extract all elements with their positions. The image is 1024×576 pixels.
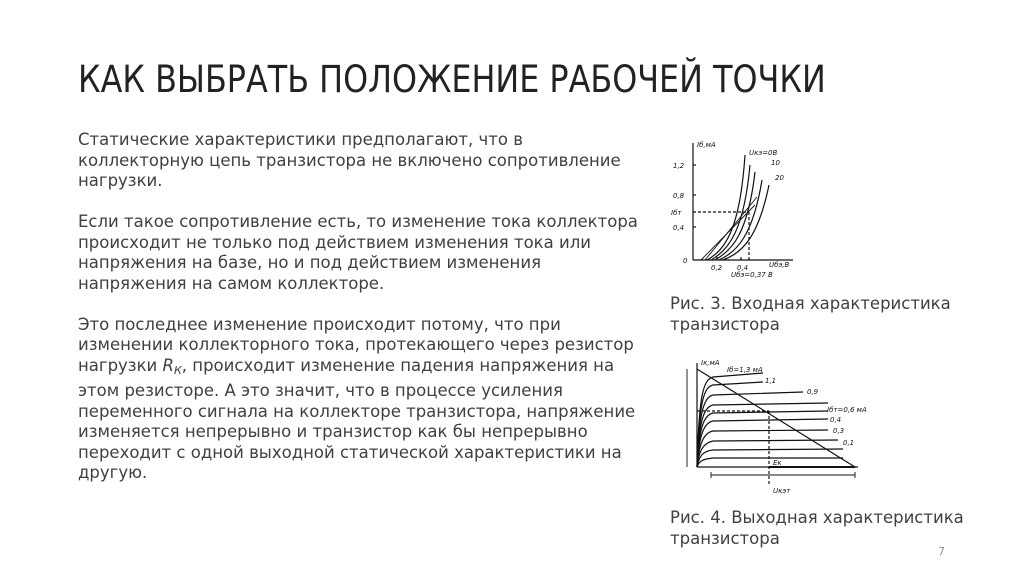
fig3-y-tick-1: 1,2: [673, 162, 685, 170]
figure-3-caption: Рис. 3. Входная характеристика транзистора: [670, 294, 951, 334]
fig4-label-0-4: 0,4: [830, 416, 842, 424]
fig3-y-tick-4: 0: [683, 257, 688, 265]
fig4-label-1-1: 1,1: [765, 377, 777, 385]
paragraph-3: [78, 315, 638, 484]
fig3-y-tick-3: 0,4: [673, 224, 685, 232]
fig3-y-tick-2: 0,8: [673, 192, 685, 200]
fig4-y-label: Iк,мА: [701, 359, 720, 367]
paragraph-2: Если такое сопротивление есть, то изменение тока коллектора происходит не только под действием изменения тока или напряжения на базе, но и под действием изменения напряжения на самом коллекторе.: [78, 212, 638, 293]
fig3-operating-x-label: Uбэ=0,37 В: [731, 271, 773, 279]
figure-4-output-characteristic: [683, 355, 883, 500]
fig4-label-ibt: Iбт=0,6 мА: [827, 406, 867, 414]
paragraph-3-start: Это последнее изменение происходит потому, что при изменении коллекторного тока, протекающего через резистор нагрузки: [78, 314, 634, 375]
figure-3-input-characteristic: [665, 135, 815, 280]
figure-3-graph: [665, 135, 815, 280]
fig3-x-tick-2: 0,4: [737, 264, 749, 272]
rk-subscript: К: [173, 363, 182, 377]
rk-symbol: R: [162, 355, 174, 375]
fig4-curve-6: [697, 440, 838, 467]
fig4-ek-label: Eк: [773, 459, 782, 467]
fig4-label-0-9: 0,9: [807, 388, 819, 396]
fig3-y-label: Iб,мА: [697, 141, 716, 149]
body-text: [78, 130, 638, 504]
fig3-curve-label-top: Uкэ=0В: [749, 149, 778, 157]
fig3-curve-2: [715, 172, 755, 260]
fig3-x-tick-1: 0,2: [711, 264, 723, 272]
fig3-operating-y-label: Iбт: [671, 209, 682, 217]
fig3-x-label: Uбэ,В: [769, 261, 790, 269]
fig4-label-ib-1-3: Iб=1,3 мА: [727, 366, 763, 374]
figure-4-caption: Рис. 4. Выходная характеристика транзистора: [670, 508, 964, 548]
fig4-ukt-label: Uкэт: [773, 487, 791, 495]
fig3-curve-label-20: 20: [775, 174, 784, 182]
fig4-label-0-3: 0,3: [833, 427, 845, 435]
page-number: 7: [938, 545, 945, 558]
slide-title: КАК ВЫБРАТЬ ПОЛОЖЕНИЕ РАБОЧЕЙ ТОЧКИ: [78, 58, 826, 101]
fig4-curve-5: [697, 430, 828, 467]
fig4-curve-4: [697, 419, 828, 467]
figure-4-graph: [683, 355, 883, 500]
fig4-label-0-1: 0,1: [843, 439, 855, 447]
paragraph-1: Статические характеристики предполагают, что в коллекторную цепь транзистора не включено сопротивление нагрузки.: [78, 130, 621, 190]
fig3-curve-label-10: 10: [771, 159, 780, 167]
paragraph-3-end: , происходит изменение падения напряжения на этом резисторе. А это значит, что в процессе усиления переменного сигнала на коллекторе транзистора, напряжение изменяется непрерывно и транзистор как бы непрерывно переходит с одной выходной статической характеристики на другую.: [78, 355, 636, 482]
